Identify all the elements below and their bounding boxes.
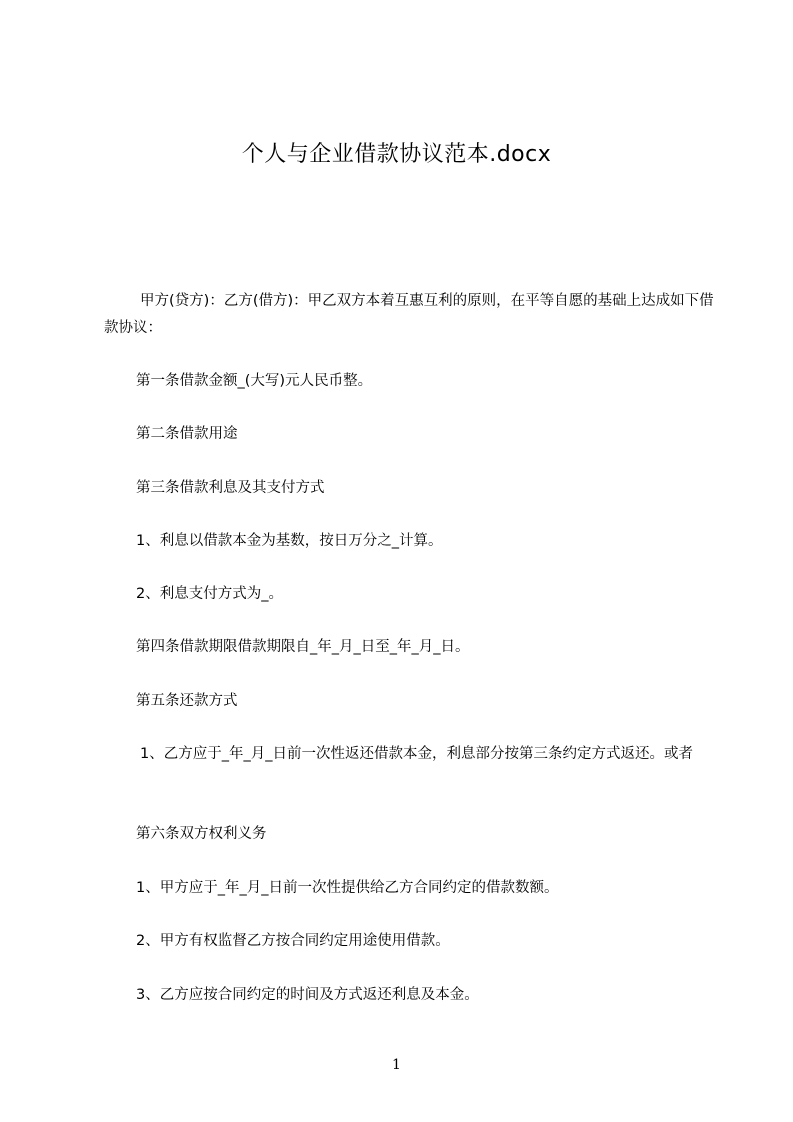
document-title: 个人与企业借款协议范本.docx [241,142,552,167]
paragraph-article-5-item-1: 1、乙方应于_年_月_日前一次性返还借款本金，利息部分按第三条约定方式返还。或者 [140,746,693,762]
paragraph-article-3-item-1: 1、利息以借款本金为基数，按日万分之_计算。 [136,533,443,549]
paragraph-article-6-item-3: 3、乙方应按合同约定的时间及方式返还利息及本金。 [136,987,479,1003]
paragraph-article-4: 第四条借款期限借款期限自_年_月_日至_年_月_日。 [136,639,470,655]
paragraph-article-6-item-2: 2、甲方有权监督乙方按合同约定用途使用借款。 [136,933,450,949]
paragraph-article-5: 第五条还款方式 [136,693,238,709]
paragraph-article-6-item-1: 1、甲方应于_年_月_日前一次性提供给乙方合同约定的借款数额。 [136,880,559,896]
paragraph-article-6: 第六条双方权利义务 [136,826,267,842]
paragraph-article-3: 第三条借款利息及其支付方式 [136,480,325,496]
paragraph-parties: 甲方(贷方)：乙方(借方)：甲乙双方本着互惠互利的原则，在平等自愿的基础上达成如下借款协议： [104,293,714,336]
paragraph-article-3-item-2: 2、利息支付方式为_。 [136,586,283,602]
paragraph-article-2: 第二条借款用途 [136,426,238,442]
paragraph-article-1: 第一条借款金额_(大写)元人民币整。 [136,373,373,389]
page-number: 1 [392,1057,401,1073]
